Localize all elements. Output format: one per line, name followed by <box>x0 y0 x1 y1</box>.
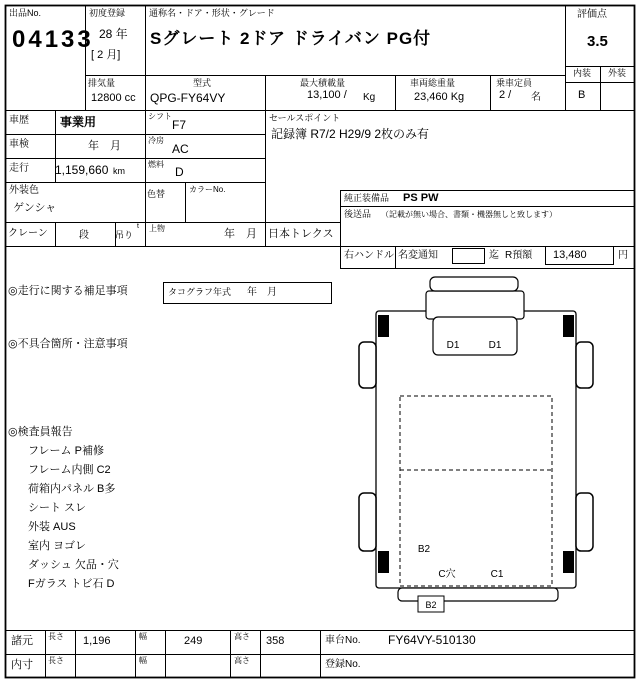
deposit-value: 13,480 <box>553 249 587 261</box>
name-change-label: 名変通知 <box>398 250 438 261</box>
length-value: 1,196 <box>83 635 111 647</box>
model-value: QPG-FY64VY <box>150 91 226 105</box>
color-value: ゲンシャ <box>13 202 57 214</box>
chassis-no-value: FY64VY-510130 <box>388 633 476 647</box>
defects-title: ◎不具合箇所・注意事項 <box>8 338 128 350</box>
mileage-note-title: ◎走行に関する補足事項 <box>8 285 128 297</box>
inspector-item: Fガラス トビ石 D <box>28 578 115 590</box>
vehicle-name-label: 通称名・ドア・形状・グレード <box>149 8 275 18</box>
width-label: 幅 <box>139 632 147 641</box>
diagram-mark-c1: C1 <box>490 569 504 580</box>
equipment-label: 純正装備品 <box>344 193 390 203</box>
width-value: 249 <box>184 635 203 647</box>
displacement-value: 12800 cc <box>91 92 136 104</box>
diagram-mark-d1-right: D1 <box>488 340 502 351</box>
interior-grade: B <box>578 89 586 101</box>
inspector-item: ダッシュ 欠品・穴 <box>28 559 119 571</box>
inspector-item: 室内 ヨゴレ <box>28 540 87 552</box>
dimensions-label: 諸元 <box>11 635 33 647</box>
sales-point-label: セールスポイント <box>269 113 341 123</box>
color-change-label: 色替 <box>147 189 166 199</box>
inspection-value: 年 月 <box>88 140 121 152</box>
inspector-item: フレーム P補修 <box>28 445 104 457</box>
equipment-value: PS PW <box>403 192 439 204</box>
vehicle-diagram <box>350 262 600 622</box>
length-label: 長さ <box>48 632 64 641</box>
max-load-unit: Kg <box>363 92 376 103</box>
mileage-label: 走行 <box>9 163 29 174</box>
width-label: 幅 <box>139 656 147 665</box>
max-load-value: 13,100 / <box>307 89 347 101</box>
history-label: 車歴 <box>9 115 29 126</box>
displacement-label: 排気量 <box>88 78 116 88</box>
inspector-item: 外装 AUS <box>28 521 76 533</box>
gross-weight-label: 車両総重量 <box>410 78 456 88</box>
first-reg-month: [ 2 月] <box>91 49 121 61</box>
inspector-item: フレーム内側 C2 <box>28 464 111 476</box>
height-label: 高さ <box>234 656 250 665</box>
body-maker-label: 上物 <box>149 224 165 233</box>
fuel-value: D <box>175 165 184 179</box>
tachograph-label: タコグラフ年式 <box>168 287 232 297</box>
diagram-mark-b2: B2 <box>417 544 431 555</box>
shift-label: シフト <box>148 112 172 121</box>
score-value: 3.5 <box>587 33 608 50</box>
deposit-label: R預額 <box>505 250 533 261</box>
inspector-item: 荷箱内パネル B多 <box>28 483 116 495</box>
ac-value: AC <box>172 142 189 156</box>
capacity-label: 乗車定員 <box>496 78 533 88</box>
diagram-mark-d1-left: D1 <box>446 340 460 351</box>
later-items-label: 後送品 <box>344 209 372 219</box>
handle-position: 右ハンドル <box>344 250 394 261</box>
later-items-note: （記載が無い場合、書類・機器無しと致します） <box>381 210 557 219</box>
color-label: 外装色 <box>9 185 39 196</box>
diagram-mark-c-hole: C穴 <box>438 569 456 580</box>
vehicle-name: Sグレート 2ドア ドライバン PG付 <box>150 29 432 48</box>
until-label: 迄 <box>489 250 499 261</box>
mileage-unit: km <box>113 166 125 176</box>
exterior-label: 外装 <box>608 68 627 78</box>
first-reg-label: 初度登録 <box>89 8 126 18</box>
crane-label: クレーン <box>8 228 48 239</box>
length-label: 長さ <box>48 656 64 665</box>
crane-tsuri-unit: t <box>137 223 139 230</box>
diagram-cab <box>426 277 524 355</box>
inspection-label: 車検 <box>9 139 29 150</box>
crane-tsuri-label: 吊り <box>115 230 134 240</box>
inner-dims-label: 内寸 <box>11 659 33 671</box>
gross-weight-value: 23,460 Kg <box>414 91 465 103</box>
height-label: 高さ <box>234 632 250 641</box>
diagram-mark-b2-rear: B2 <box>425 600 437 610</box>
mileage-value: 1,159,660 <box>55 163 109 177</box>
height-value: 358 <box>266 635 285 647</box>
history-value: 事業用 <box>60 115 97 129</box>
fuel-label: 燃料 <box>148 160 164 169</box>
ac-label: 冷房 <box>148 136 164 145</box>
inspector-title: ◎検査員報告 <box>8 426 73 438</box>
yen-label: 円 <box>618 250 628 261</box>
capacity-unit: 名 <box>531 92 541 103</box>
model-label: 型式 <box>193 78 212 88</box>
interior-label: 内装 <box>573 68 592 78</box>
shift-value: F7 <box>172 118 187 132</box>
color-no-label: カラーNo. <box>189 185 226 194</box>
body-maker-value: 年 月 日本トレクス <box>224 228 334 240</box>
chassis-no-label: 車台No. <box>325 635 361 646</box>
capacity-value: 2 / <box>499 89 512 101</box>
lot-no: 04133 <box>12 26 94 53</box>
first-reg-year: 28 年 <box>99 27 128 41</box>
lot-no-label: 出品No. <box>9 8 42 18</box>
score-label: 評価点 <box>577 9 607 20</box>
crane-dan-label: 段 <box>79 230 89 241</box>
max-load-label: 最大積載量 <box>300 78 346 88</box>
tachograph-value: 年 月 <box>247 287 277 298</box>
inspector-item: シート スレ <box>28 502 87 514</box>
sales-point-text: 記録簿 R7/2 H29/9 2枚のみ有 <box>271 127 430 141</box>
registration-no-label: 登録No. <box>325 659 361 670</box>
